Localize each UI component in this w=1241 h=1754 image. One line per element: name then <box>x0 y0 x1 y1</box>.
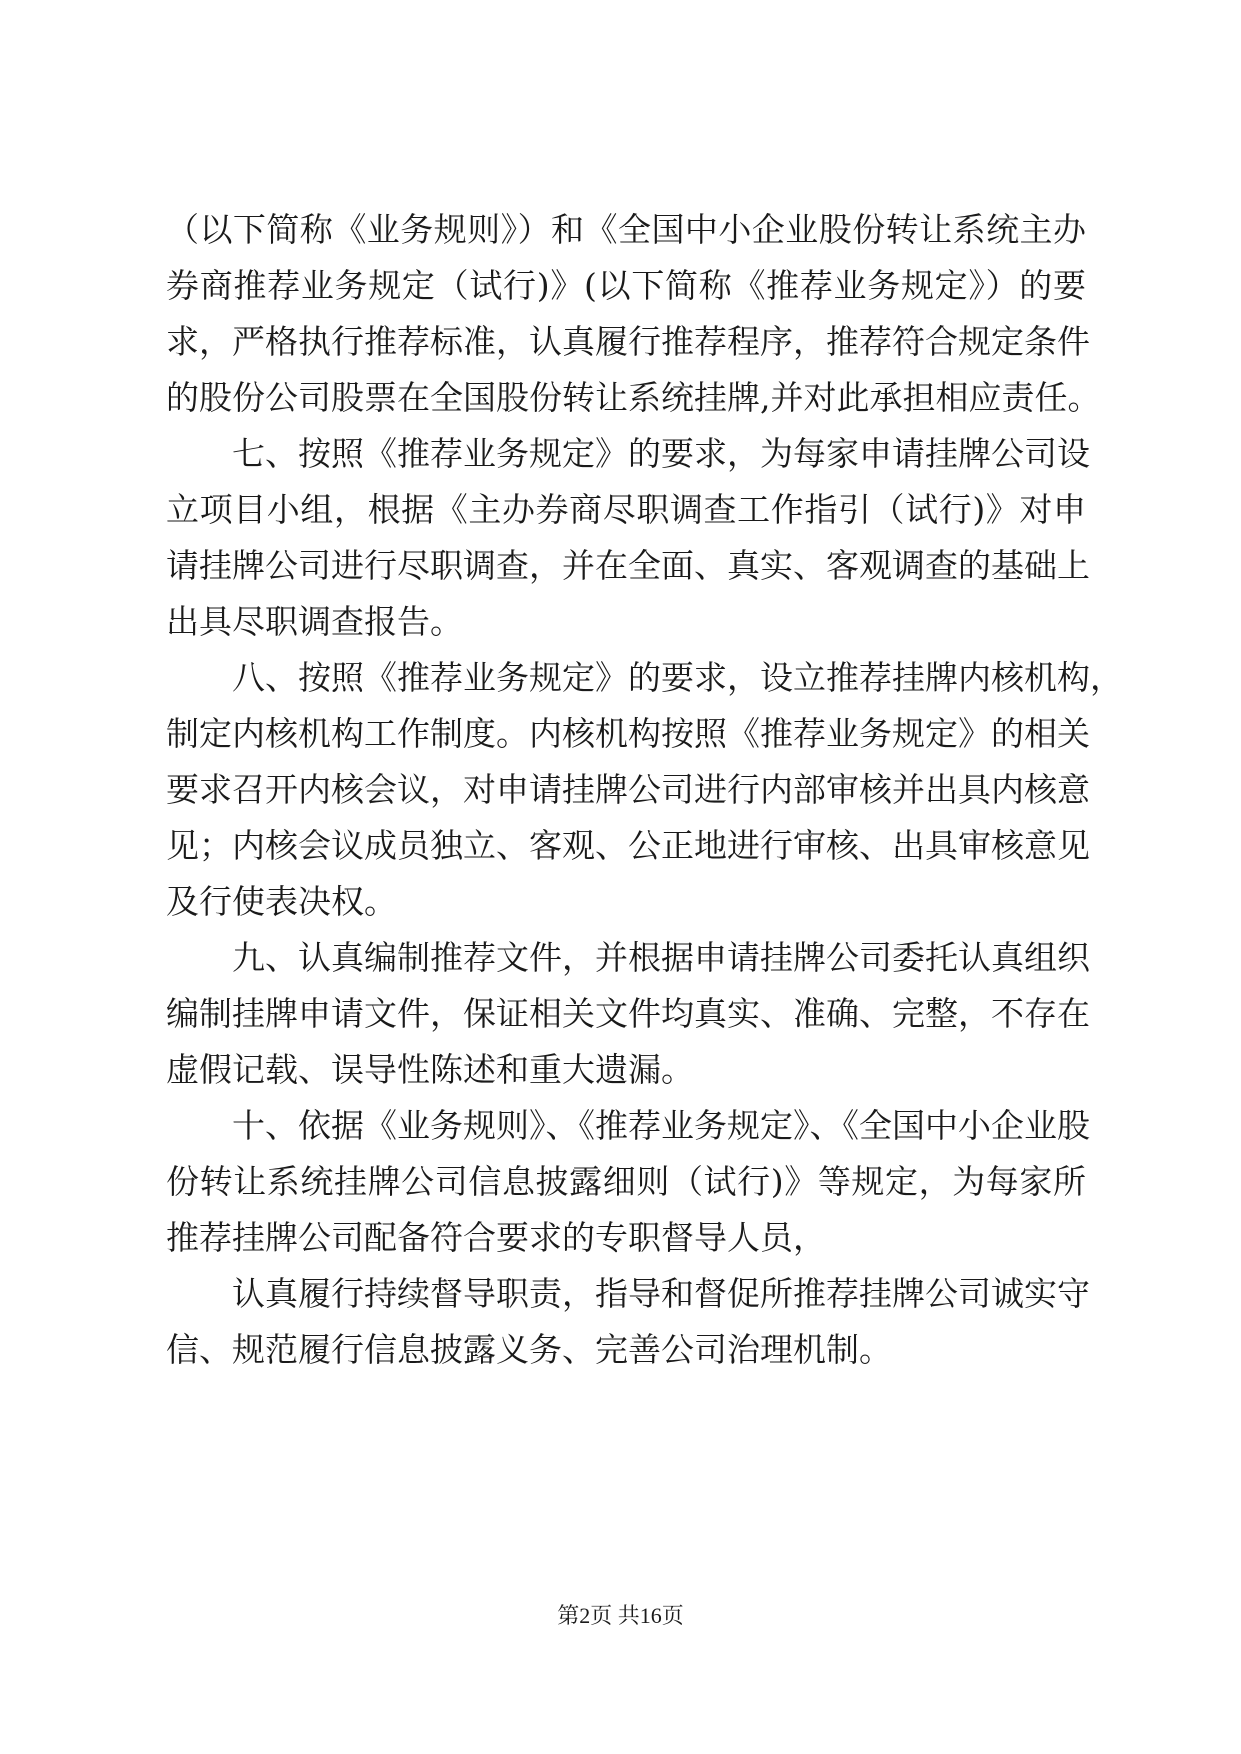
paragraph-line: 十、依据《业务规则》、《推荐业务规定》、《全国中小企业股 <box>232 1106 1090 1145</box>
paragraph-line: 请挂牌公司进行尽职调查，并在全面、真实、客观调查的基础上 <box>166 546 1090 585</box>
paragraph-line: 编制挂牌申请文件，保证相关文件均真实、准确、完整，不存在 <box>166 994 1090 1033</box>
paragraph-line: 出具尽职调查报告。 <box>166 602 463 641</box>
paragraph-line: 认真履行持续督导职责，指导和督促所推荐挂牌公司诚实守 <box>232 1274 1090 1313</box>
paragraph-line: 信、规范履行信息披露义务、完善公司治理机制。 <box>166 1330 892 1369</box>
paragraph-line: 要求召开内核会议，对申请挂牌公司进行内部审核并出具内核意 <box>166 770 1090 809</box>
paragraph-line: 九、认真编制推荐文件，并根据申请挂牌公司委托认真组织 <box>232 938 1090 977</box>
paragraph-line: 求，严格执行推荐标准，认真履行推荐程序，推荐符合规定条件 <box>166 322 1090 361</box>
paragraph-line: 八、按照《推荐业务规定》的要求，设立推荐挂牌内核机构， <box>232 658 1123 697</box>
paragraph-line: 立项目小组，根据《主办券商尽职调查工作指引（试行)》对申 <box>166 490 1086 529</box>
paragraph-line: 七、按照《推荐业务规定》的要求，为每家申请挂牌公司设 <box>232 434 1090 473</box>
page-number-footer: 第2页 共16页 <box>557 1603 684 1628</box>
paragraph-line: （以下简称《业务规则》）和《全国中小企业股份转让系统主办 <box>166 210 1086 249</box>
paragraph-line: 制定内核机构工作制度。内核机构按照《推荐业务规定》的相关 <box>166 714 1090 753</box>
paragraph-line: 及行使表决权。 <box>166 882 397 921</box>
paragraph-line: 虚假记载、误导性陈述和重大遗漏。 <box>166 1050 694 1089</box>
paragraph-line: 推荐挂牌公司配备符合要求的专职督导人员， <box>166 1218 826 1257</box>
paragraph-line: 的股份公司股票在全国股份转让系统挂牌,并对此承担相应责任。 <box>166 378 1101 417</box>
paragraph-line: 见；内核会议成员独立、客观、公正地进行审核、出具审核意见 <box>166 826 1090 865</box>
paragraph-line: 份转让系统挂牌公司信息披露细则（试行)》等规定，为每家所 <box>166 1162 1086 1201</box>
paragraph-line: 券商推荐业务规定（试行)》(以下简称《推荐业务规定》）的要 <box>166 266 1086 305</box>
